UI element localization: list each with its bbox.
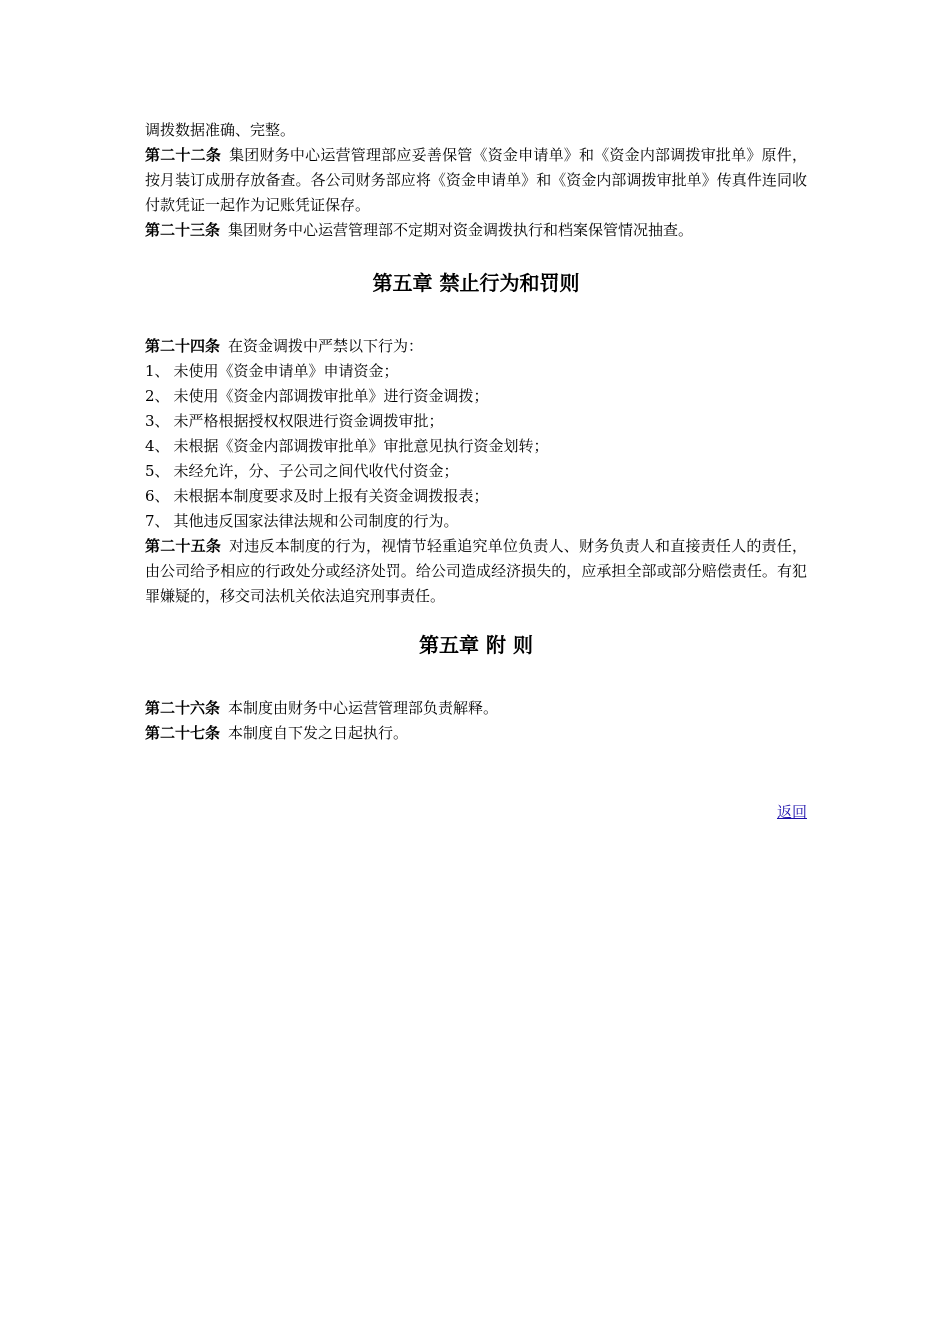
document-body [145,118,807,746]
list-item-number: 5、 [145,462,170,480]
article-23-text: 集团财务中心运营管理部不定期对资金调拨执行和档案保管情况抽查。 [228,221,694,239]
article-24-label: 第二十四条 [145,337,221,355]
list-item [145,434,807,459]
article-27-text: 本制度自下发之日起执行。 [228,724,409,742]
article-25 [145,534,807,609]
list-item [145,459,807,484]
list-item-text: 未使用《资金申请单》申请资金； [173,362,399,380]
list-item-number: 2、 [145,387,170,405]
article-24-text: 在资金调拨中严禁以下行为： [228,337,424,355]
list-item-text: 未使用《资金内部调拨审批单》进行资金调拨； [173,387,489,405]
list-item-number: 4、 [145,437,170,455]
list-item-number: 7、 [145,512,170,530]
list-item [145,359,807,384]
list-item-text: 未严格根据授权权限进行资金调拨审批； [173,412,444,430]
continuation-paragraph [145,118,807,143]
back-link-row [145,800,807,825]
article-26-label: 第二十六条 [145,699,221,717]
article-25-label: 第二十五条 [145,537,222,555]
article-26-text: 本制度由财务中心运营管理部负责解释。 [228,699,499,717]
article-22-text: 集团财务中心运营管理部应妥善保管《资金申请单》和《资金内部调拨审批单》原件，按月装订成册存放备查。各公司财务部应将《资金申请单》和《资金内部调拨审批单》传真件连同收付款凭证一起作为记账凭证保存。 [145,146,807,214]
list-item-text: 未根据本制度要求及时上报有关资金调拨报表； [173,487,489,505]
article-27-label: 第二十七条 [145,724,221,742]
list-item-text: 未经允许，分、子公司之间代收代付资金； [173,462,459,480]
article-22 [145,143,807,218]
list-item-number: 6、 [145,487,170,505]
chapter-5-title: 第五章 禁止行为和罚则 [372,271,580,295]
article-27 [145,721,807,746]
list-item [145,509,807,534]
continuation-text: 调拨数据准确、完整。 [145,121,296,139]
prohibited-acts-list [145,359,807,534]
article-24 [145,334,807,359]
list-item-text: 未根据《资金内部调拨审批单》审批意见执行资金划转； [173,437,549,455]
list-item [145,409,807,434]
list-item-number: 3、 [145,412,170,430]
article-25-text: 对违反本制度的行为，视情节轻重追究单位负责人、财务负责人和直接责任人的责任，由公司给予相应的行政处分或经济处罚。给公司造成经济损失的，应承担全部或部分赔偿责任。有犯罪嫌疑的，移交司法机关依法追究刑事责任。 [145,537,807,605]
list-item [145,484,807,509]
list-item-text: 其他违反国家法律法规和公司制度的行为。 [173,512,459,530]
article-23-label: 第二十三条 [145,221,221,239]
article-23 [145,218,807,243]
chapter-6-title: 第五章 附 则 [419,633,533,657]
article-22-label: 第二十二条 [145,146,222,164]
back-link[interactable]: 返回 [776,803,807,821]
article-26 [145,696,807,721]
list-item-number: 1、 [145,362,170,380]
list-item [145,384,807,409]
